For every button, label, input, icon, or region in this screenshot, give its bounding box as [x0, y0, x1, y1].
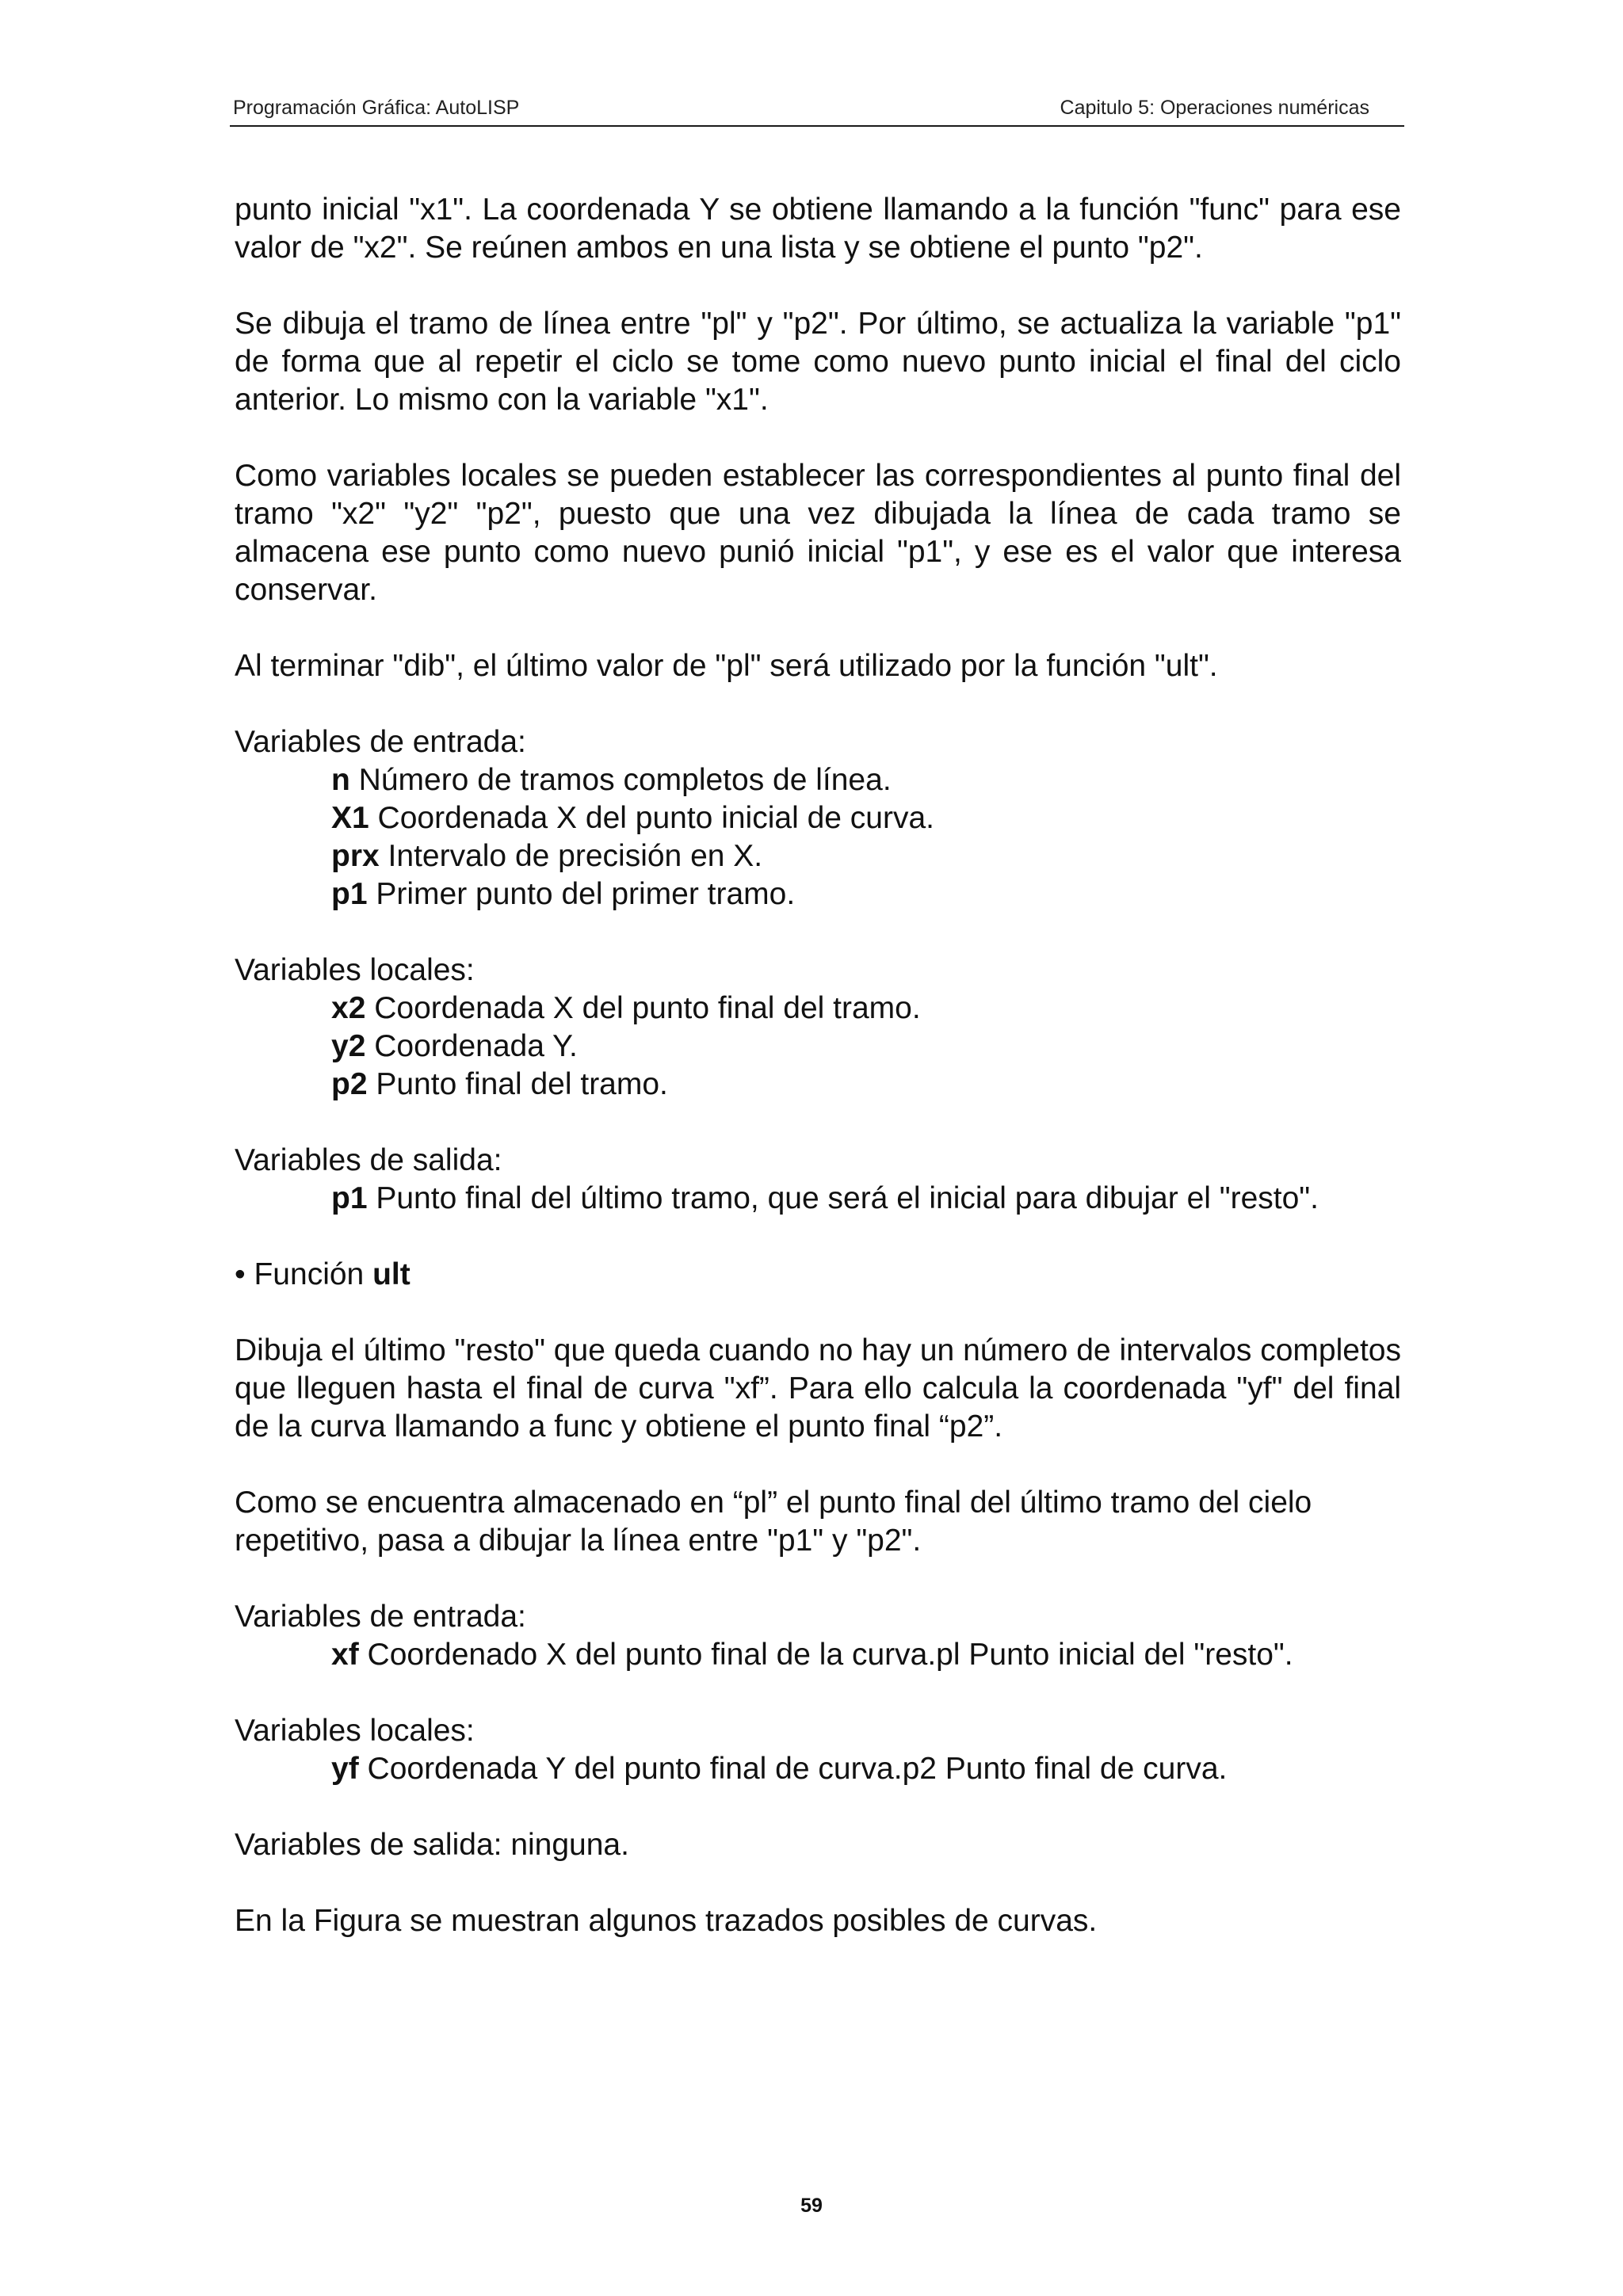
variable-item [331, 990, 1401, 1028]
variable-name: prx [331, 839, 380, 873]
variable-description: Primer punto del primer tramo. [367, 877, 796, 911]
variable-description: Intervalo de precisión en X. [379, 839, 763, 873]
variable-item [331, 1066, 1401, 1104]
variable-item [331, 1028, 1401, 1066]
variable-description: Coordenada Y del punto final de curva.p2 Punto final de curva. [358, 1752, 1228, 1786]
dib-output-variables [235, 1142, 1401, 1218]
page-body [235, 191, 1401, 1978]
variable-description: Coordenada X del punto inicial de curva. [369, 801, 934, 835]
paragraph-ult-draw: Como se encuentra almacenado en “pl” el punto final del último tramo del cielo repetitivo, pasa a dibujar la línea entre "p1" y "p2". [235, 1486, 1312, 1558]
variable-item [331, 837, 1401, 875]
variable-description: Punto final del último tramo, que será el inicial para dibujar el "resto". [367, 1181, 1319, 1215]
section-title: Variables de salida: [235, 1143, 502, 1177]
variable-description: Coordenado X del punto final de la curva.pl Punto inicial del "resto". [358, 1638, 1293, 1672]
variable-name: p1 [331, 1181, 368, 1215]
variable-name: p1 [331, 877, 368, 911]
variable-description: Punto final del tramo. [367, 1067, 668, 1101]
paragraph-dib-end: Al terminar "dib", el último valor de "pl" será utilizado por la función "ult". [235, 649, 1218, 683]
paragraph-local-variables: Como variables locales se pueden establecer las correspondientes al punto final del tramo "x2" "y2" "p2", puesto que una vez dibujada la línea de cada tramo se almacena ese punto como nuevo punió inicial "p1", y ese es el valor que interesa conservar. [235, 459, 1401, 607]
section-title: Variables de entrada: [235, 725, 526, 759]
section-title: Variables locales: [235, 1714, 475, 1748]
paragraph-continuation: punto inicial "x1". La coordenada Y se obtiene llamando a la función "func" para ese valor de "x2". Se reúnen ambos en una lista y se obtiene el punto "p2". [235, 193, 1401, 265]
function-heading-prefix: • Función [235, 1257, 373, 1291]
paragraph-ult-description: Dibuja el último "resto" que queda cuando no hay un número de intervalos completos que lleguen hasta el final de curva "xf”. Para ello calcula la coordenada "yf" del final de la curva llamando a func y obtiene el punto final “p2”. [235, 1333, 1401, 1444]
variable-item [331, 1750, 1401, 1788]
page-number: 59 [800, 2195, 823, 2217]
variable-name: n [331, 763, 350, 797]
section-title: Variables locales: [235, 953, 475, 987]
variable-item [331, 761, 1401, 799]
variable-item [331, 799, 1401, 837]
variable-item [331, 1180, 1401, 1218]
variable-description: Coordenada X del punto final del tramo. [365, 991, 921, 1025]
variable-item [331, 875, 1401, 913]
header-book-title: Programación Gráfica: AutoLISP [233, 97, 520, 119]
paragraph-figure-reference: En la Figura se muestran algunos trazados posibles de curvas. [235, 1904, 1098, 1938]
variable-name: yf [331, 1752, 359, 1786]
ult-local-variables [235, 1712, 1401, 1788]
variable-item [331, 1636, 1401, 1674]
paragraph-ult-output: Variables de salida: ninguna. [235, 1828, 629, 1862]
page-header [230, 86, 1404, 127]
variable-description: Número de tramos completos de línea. [349, 763, 892, 797]
section-title: Variables de entrada: [235, 1600, 526, 1634]
variable-name: x2 [331, 991, 366, 1025]
header-chapter-title: Capitulo 5: Operaciones numéricas [1060, 97, 1369, 119]
variable-description: Coordenada Y. [365, 1029, 578, 1063]
variable-name: y2 [331, 1029, 366, 1063]
paragraph-draw-segment: Se dibuja el tramo de línea entre "pl" y "p2". Por último, se actualiza la variable "p1" de forma que al repetir el ciclo se tome como nuevo punto inicial el final del ciclo anterior. Lo mismo con la variable "x1". [235, 307, 1401, 417]
dib-local-variables [235, 952, 1401, 1104]
ult-input-variables [235, 1598, 1401, 1674]
variable-name: xf [331, 1638, 359, 1672]
function-name: ult [372, 1257, 411, 1291]
variable-name: p2 [331, 1067, 368, 1101]
function-heading-ult [235, 1256, 1401, 1294]
dib-input-variables [235, 723, 1401, 913]
variable-name: X1 [331, 801, 369, 835]
